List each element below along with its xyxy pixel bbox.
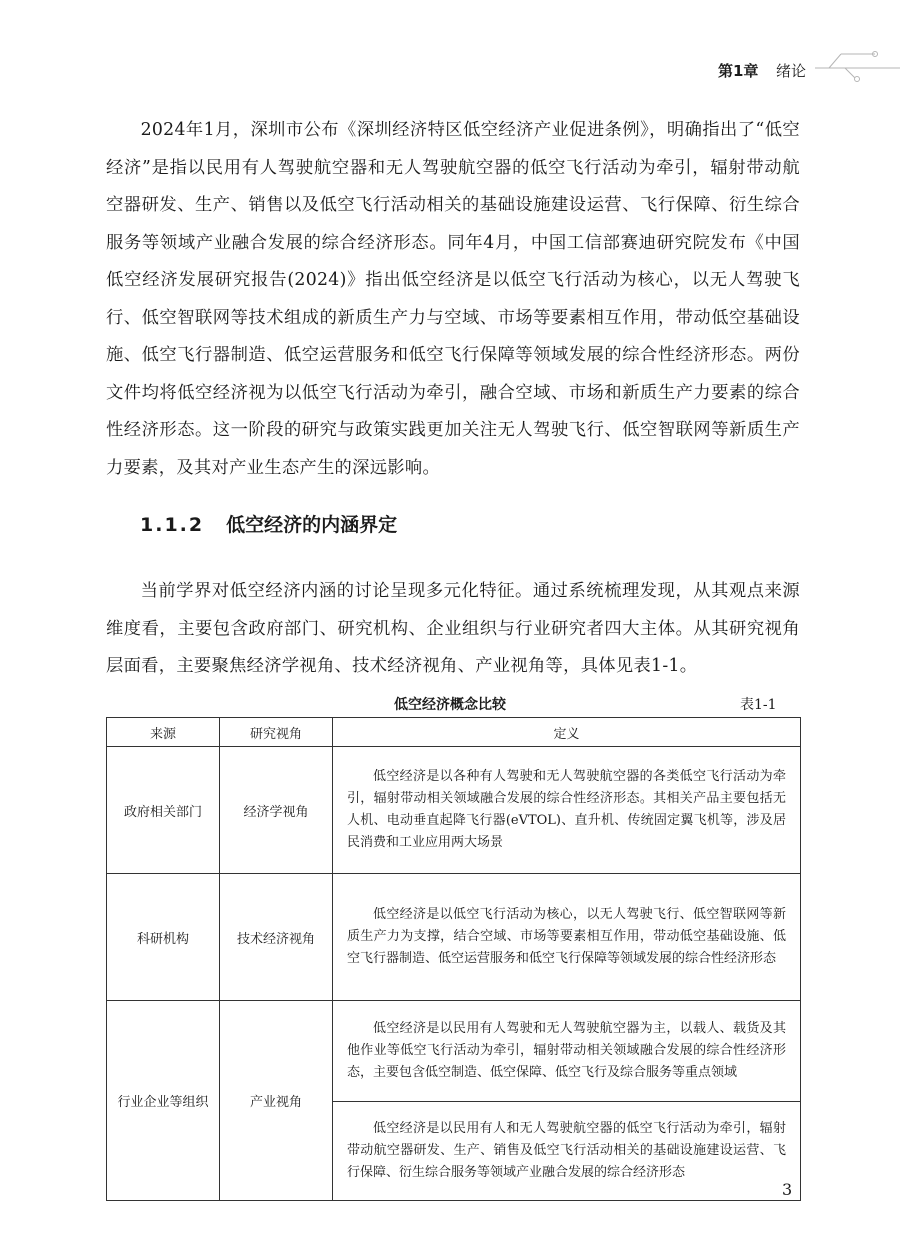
table-caption: 低空经济概念比较 xyxy=(394,697,506,713)
section-heading xyxy=(140,510,397,537)
perspective-cell: 经济学视角 xyxy=(220,747,333,874)
body-paragraph-2: 当前学界对低空经济内涵的讨论呈现多元化特征。通过系统梳理发现，从其观点来源维度看，主要包含政府部门、研究机构、企业组织与行业研究者四大主体。从其研究视角层面看，主要聚焦经济学视角、技术经济视角、产业视角等，具体见表1-1。 xyxy=(106,581,800,676)
table-row xyxy=(107,1001,801,1102)
perspective-cell: 技术经济视角 xyxy=(220,874,333,1001)
source-cell: 政府相关部门 xyxy=(107,747,220,874)
table-row xyxy=(107,874,801,1001)
definition-cell: 低空经济是以低空飞行活动为核心，以无人驾驶飞行、低空智联网等新质生产力为支撑，结合空域、市场等要素相互作用，带动低空基础设施、低空飞行器制造、低空运营服务和低空飞行保障等领域发展的综合性经济形态 xyxy=(333,874,801,1001)
circuit-decoration-icon xyxy=(815,42,900,82)
header-perspective: 研究视角 xyxy=(220,718,333,747)
section-number: 1.1.2 xyxy=(140,514,205,536)
table-number: 表1-1 xyxy=(740,697,777,713)
definition-cell: 低空经济是以民用有人和无人驾驶航空器的低空飞行活动为牵引，辐射带动航空器研发、生产、销售及低空飞行活动相关的基础设施建设运营、飞行保障、衍生综合服务等领域产业融合发展的综合经济形态 xyxy=(333,1102,801,1201)
definition-cell: 低空经济是以各种有人驾驶和无人驾驶航空器的各类低空飞行活动为牵引，辐射带动相关领域融合发展的综合性经济形态。其相关产品主要包括无人机、电动垂直起降飞行器(eVTOL)、直升机、传统固定翼飞机等，涉及居民消费和工业应用两大场景 xyxy=(333,747,801,874)
comparison-table xyxy=(106,717,801,1201)
source-cell: 行业企业等组织 xyxy=(107,1001,220,1201)
section-title: 低空经济的内涵界定 xyxy=(226,514,398,536)
body-paragraph-1: 2024年1月，深圳市公布《深圳经济特区低空经济产业促进条例》，明确指出了“低空经济”是指以民用有人驾驶航空器和无人驾驶航空器的低空飞行活动为牵引，辐射带动航空器研发、生产、销售以及低空飞行活动相关的基础设施建设运营、飞行保障、衍生综合服务等领域产业融合发展的综合经济形态。同年4月，中国工信部赛迪研究院发布《中国低空经济发展研究报告(2024)》指出低空经济是以低空飞行活动为核心，以无人驾驶飞行、低空智联网等技术组成的新质生产力与空域、市场等要素相互作用，带动低空基础设施、低空飞行器制造、低空运营服务和低空飞行保障等领域发展的综合性经济形态。两份文件均将低空经济视为以低空飞行活动为牵引，融合空域、市场和新质生产力要素的综合性经济形态。这一阶段的研究与政策实践更加关注无人驾驶飞行、低空智联网等新质生产力要素，及其对产业生态产生的深远影响。 xyxy=(106,120,800,478)
page-number: 3 xyxy=(782,1180,793,1199)
chapter-label: 第1章 xyxy=(718,62,759,80)
table-header-row xyxy=(107,718,801,747)
chapter-title: 绪论 xyxy=(776,62,807,80)
header-source: 来源 xyxy=(107,718,220,747)
perspective-cell: 产业视角 xyxy=(220,1001,333,1201)
source-cell: 科研机构 xyxy=(107,874,220,1001)
definition-cell: 低空经济是以民用有人驾驶和无人驾驶航空器为主，以载人、载货及其他作业等低空飞行活动为牵引，辐射带动相关领域融合发展的综合性经济形态，主要包含低空制造、低空保障、低空飞行及综合服务等重点领域 xyxy=(333,1001,801,1102)
table-row xyxy=(107,747,801,874)
header-definition: 定义 xyxy=(333,718,801,747)
